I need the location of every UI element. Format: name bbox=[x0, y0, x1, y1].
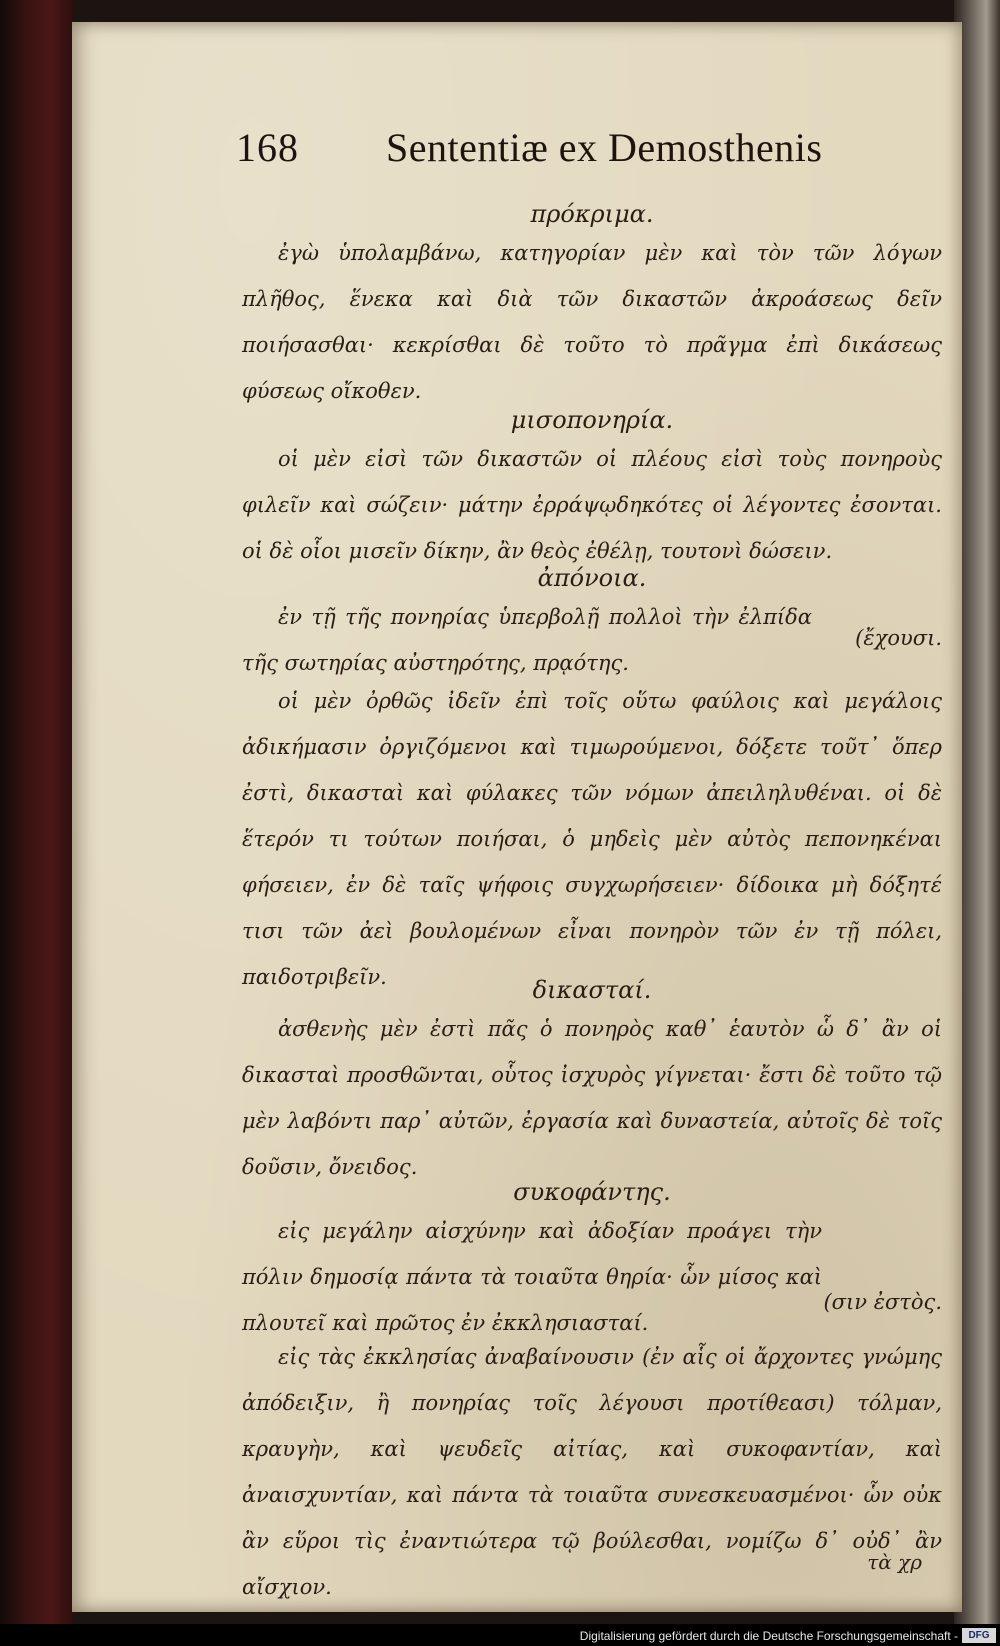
catchword: τὰ χρ bbox=[867, 1550, 922, 1574]
margin-note: (σιν ἐστὸς. bbox=[823, 1290, 942, 1314]
section-heading: ἀπόνοια. bbox=[537, 564, 647, 592]
book-binding-left bbox=[0, 0, 74, 1646]
section-dikastai-exhortation bbox=[242, 678, 942, 1000]
book-page bbox=[72, 22, 962, 1612]
section-body: ἐν τῇ τῆς πονηρίας ὑπερβολῇ πολλοὶ τὴν ἐλπίδα τῆς σωτηρίας αὐστηρότης, πρᾳότης. bbox=[242, 605, 812, 675]
section-ekklesia bbox=[242, 1334, 942, 1610]
section-misoponeria bbox=[242, 404, 942, 574]
section-heading: συκοφάντης. bbox=[513, 1178, 671, 1206]
footer-bar bbox=[0, 1624, 1000, 1646]
section-prokrima bbox=[242, 198, 942, 414]
section-dikastai bbox=[242, 974, 942, 1190]
section-aponoia bbox=[242, 562, 942, 686]
section-body: ἀσθενὴς μὲν ἐστὶ πᾶς ὁ πονηρὸς καθ᾽ ἑαυτὸν ὧ δ᾽ ἂν οἱ δικασταὶ προσθῶνται, οὗτος ἰσχυρὸς γίγνεται· ἔστι δὲ τοῦτο τῷ μὲν λαβόντι παρ᾽ αὐτῶν, ἐργασία καὶ δυναστεία, αὐτοῖς δὲ τοῖς δοῦσιν, ὄνειδος. bbox=[242, 1017, 942, 1179]
section-heading: πρόκριμα. bbox=[530, 200, 654, 228]
section-sykophantes bbox=[242, 1176, 942, 1346]
section-body: εἰς μεγάλην αἰσχύνην καὶ ἀδοξίαν προάγει τὴν πόλιν δημοσίᾳ πάντα τὰ τοιαῦτα θηρία· ὧν μίσος καὶ πλουτεῖ καὶ πρῶτος ἐν ἐκκλησιασταί. bbox=[242, 1219, 822, 1335]
running-head: Sententiæ ex Demosthenis bbox=[386, 125, 823, 170]
funding-credit: Digitalisierung gefördert durch die Deutsche Forschungsgemeinschaft - bbox=[579, 1629, 958, 1643]
section-heading: μισοπονηρία. bbox=[510, 406, 674, 434]
section-body: οἱ μὲν εἰσὶ τῶν δικαστῶν οἱ πλέους εἰσὶ τοὺς πονηροὺς φιλεῖν καὶ σώζειν· μάτην ἐρράψῳδηκότες οἱ λέγοντες ἐσονται. οἱ δὲ οἷοι μισεῖν δίκην, ἂν θεὸς ἐθέλῃ, τουτονὶ δώσειν. bbox=[242, 447, 942, 563]
section-heading: δικασταί. bbox=[532, 976, 652, 1004]
section-body: ἐγὼ ὑπολαμβάνω, κατηγορίαν μὲν καὶ τὸν τῶν λόγων πλῆθος, ἕνεκα καὶ διὰ τῶν δικαστῶν ἀκροάσεως δεῖν ποιήσασθαι· κεκρίσθαι δὲ τοῦτο τὸ πρᾶγμα ἐπὶ δικάσεως φύσεως οἴκοθεν. bbox=[242, 241, 942, 403]
margin-note: (ἔχουσι. bbox=[855, 626, 942, 650]
section-body: εἰς τὰς ἐκκλησίας ἀναβαίνουσιν (ἐν αἷς οἱ ἄρχοντες γνώμης ἀπόδειξιν, ἢ πονηρίας τοῖς λέγουσι προτίθεασι) τόλμαν, κραυγὴν, καὶ ψευδεῖς αἰτίας, καὶ συκοφαντίαν, καὶ ἀναισχυντίαν, καὶ πάντα τὰ τοιαῦτα συνεσκευασμένοι· ὧν οὐκ ἂν εὕροι τὶς ἐναντιώτερα τῷ βούλεσθαι, νομίζω δ᾽ οὐδ᾽ ἂν αἴσχιον. bbox=[242, 1345, 942, 1599]
dfg-logo: DFG bbox=[962, 1628, 996, 1643]
section-body: οἱ μὲν ὀρθῶς ἰδεῖν ἐπὶ τοῖς οὕτω φαύλοις καὶ μεγάλοις ἀδικήμασιν ὀργιζόμενοι καὶ τιμωρούμενοι, δόξετε τοῦτ᾽ ὅπερ ἐστὶ, δικασταὶ καὶ φύλακες τῶν νόμων ἀπειληλυθέναι. οἱ δὲ ἕτερόν τι τούτων ποιήσαι, ὁ μηδεὶς μὲν αὐτὸς πεπονηκέναι φήσειεν, ἐν δὲ ταῖς ψήφοις συγχωρήσειεν· δίδοικα μὴ δόξητέ τισι τῶν ἀεὶ βουλομένων εἶναι πονηρὸν τῶν ἐν τῇ πόλει, παιδοτριβεῖν. bbox=[242, 689, 942, 989]
page-number: 168 bbox=[236, 125, 299, 170]
page-header bbox=[236, 124, 936, 184]
